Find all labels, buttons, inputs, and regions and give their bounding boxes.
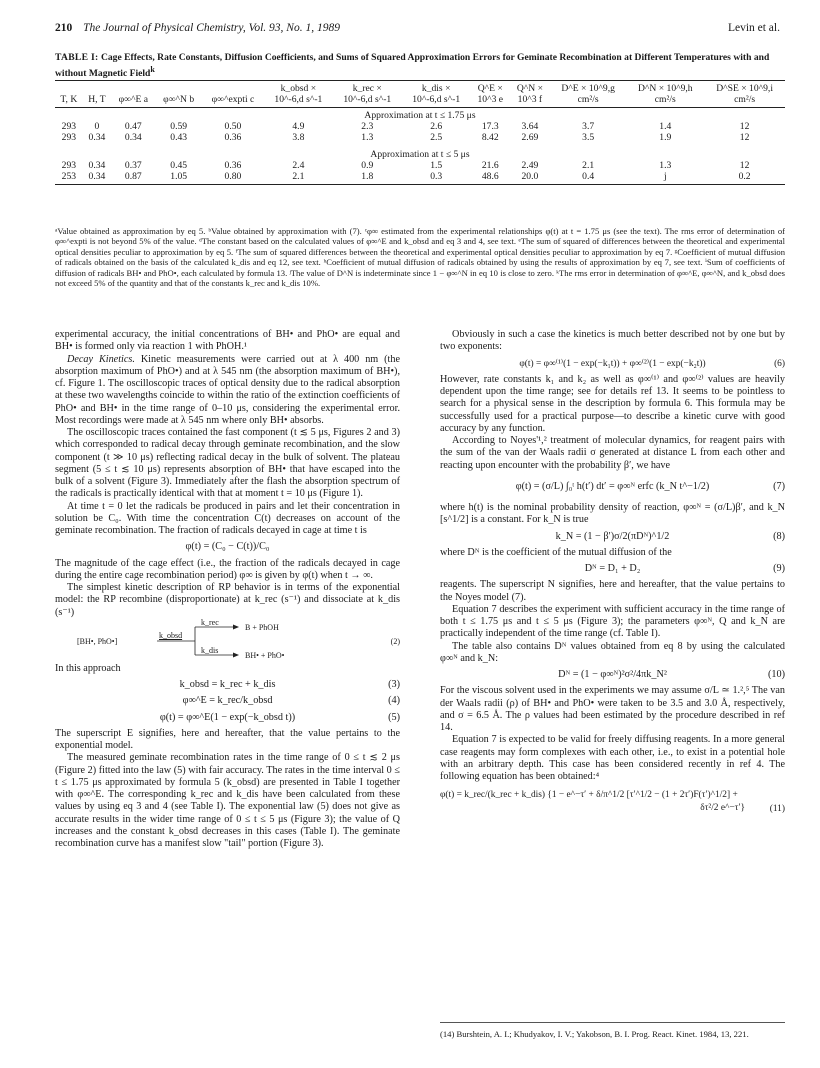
cell: 2.1 [264,171,333,185]
cell: 293 [61,121,77,132]
th: 10^-6,d s^-1 [264,94,333,108]
cell: 0.50 [224,121,242,132]
paragraph: where Dᴺ is the coefficient of the mutual diffusion of the [440,546,672,558]
th [111,81,155,95]
paragraph: The table also contains Dᴺ values obtained from eq 8 by using the calculated φ∞ᴺ and k_N: [440,640,785,664]
cell: 2.6 [430,121,443,132]
table-footnotes: ᵃValue obtained as approximation by eq 5. ᵇValue obtained by approximation with (7). ᶜφ∞ estimated from the experimental relationships φ(t) at t = 1.75 μs (see the text). The rms error of determination of φ∞^expti is not beyond 5% of the value. ᵈThe constant based on the calculated values of φ∞^E and k_obsd and eq 3 and 4, see text. ᵉThe sum of squared of differences between the theoretical and experimental optical densities peculiar to approximation by eq 5. ᶠThe sum of squared differences between the theoretical and experimental optical densities peculiar to approximation by eq 7. ᵍCoefficient of mutual diffusion of radicals obtained on the basis of the calculated k_dis and eq 12, see text. ʰCoefficient of mutual diffusion of radicals obtained by using the results of approximation by eq 7, see text. ⁱSum of coefficients of diffusion of radicals BH• and PhO•, each calculated by formula 13. ʲThe value of D^N is indeterminate since 1 − φ∞^N in eq 10 is close to zero. ᵏThe rms error in determination of φ∞^E, φ∞^N, and k_obsd does not exceed 5% of the quantity and that of the constants k_rec and k_dis 10%. [55,226,785,289]
cell: 0.3 [402,171,471,185]
th [83,81,111,95]
cell: 3.8 [292,132,305,143]
table-caption-text: Cage Effects, Rate Constants, Diffusion Coefficients, and Sums of Squared Approximation Errors for Geminate Recombination at Different Temperatures with and without Magnetic Field [55,52,770,80]
cell: 3.64 [521,121,539,132]
th: cm²/s [550,94,626,108]
cell: 1.3 [361,132,374,143]
cell: 1.5 [430,160,443,171]
cell: 1.9 [659,132,672,143]
cell: 0.47 [124,121,142,132]
equation-line-1: φ(t) = k_rec/(k_rec + k_dis) {1 − e^−τ′ + δ/π^1/2 [τ′^1/2 − (1 + 2τ′)F(τ′)^1/2] + [440,790,738,801]
th: cm²/s [704,94,785,108]
equation-text: φ∞^E = k_rec/k_obsd [182,695,273,707]
table-caption-note: k [150,65,155,74]
left-column [55,329,400,850]
equation-text: φ(t) = (σ/L) ∫₀ᵗ h(t′) dt′ = φ∞ᴺ erfc (k_N t^−1/2) [515,480,710,492]
cell: 2.49 [521,160,539,171]
paragraph: experimental accuracy, the initial concentrations of BH• and PhO• are equal and BH• is formed only via reaction 1 with PhOH.¹ [55,329,400,353]
paragraph: For the viscous solvent used in the experiments we may assume σ/L ≃ 1.²,⁵ The van der Waals radii (ρ) of BH• and PhO• were taken to be 3.5 and 3.0 Å, respectively, and σ = 6.5 Å. The ρ values had been estimated by the procedure described in ref 14. [440,685,785,733]
th: cm²/s [626,94,704,108]
cell: 0.34 [88,160,106,171]
cell: 2.4 [292,160,305,171]
equation-text: k_N = (1 − β′)σ/2(πDᴺ)^1/2 [555,530,670,542]
cell: 0.9 [361,160,374,171]
th [55,81,83,95]
table-row [55,132,785,143]
table-header-row-top [55,81,785,95]
scheme-k-obsd: k_obsd [159,630,183,640]
cell: 12 [739,160,750,171]
cell: 48.6 [471,171,510,185]
equation-text: φ(t) = (C₀ − C(t))/C₀ [185,541,270,553]
th: D^N × 10^9,h [626,81,704,95]
cell: 0.80 [202,171,264,185]
th: k_rec × [333,81,402,95]
equation-8 [440,531,785,543]
table-row [55,160,785,171]
paragraph: In this approach [55,662,121,674]
th: D^SE × 10^9,i [704,81,785,95]
cell: 0.4 [550,171,626,185]
cell: 3.7 [582,121,595,132]
paragraph: However, rate constants k₁ and k₂ as well as φ∞⁽¹⁾ and φ∞⁽²⁾ values are heavily dependent upon the time range; see for details ref 13. It seems to be pointless to search for a physical sense in the description by formula 6. This formula may be successfully used for a practical purpose—to describe a kinetic curve with good accuracy by any function. [440,373,785,434]
paragraph: Obviously in such a case the kinetics is much better described not by one but by two exponents: [440,329,785,353]
th: φ∞^expti c [202,94,264,108]
th: 10^3 e [471,94,510,108]
section-label: Approximation at t ≤ 1.75 μs [364,110,476,121]
reference-14: (14) Burshtein, A. I.; Khudyakov, I. V.; Yakobson, B. I. Prog. React. Kinet. 1984, 13, 221. [440,1022,785,1039]
cell: 21.6 [481,160,499,171]
equation-3 [55,679,400,691]
running-header [55,22,780,38]
paragraph: Equation 7 is expected to be valid for freely diffusing reagents. In a more general case reagents may form complexes with each other, i.e., to exist in a potential hole with an arbitrary depth. This case has been considered recently in ref 4. The following equation has been obtained:⁴ [440,734,785,782]
equation-number: (8) [773,530,785,542]
equation-line-2: δτ²/2 e^−τ′} [700,802,745,813]
cell: 0.59 [170,121,188,132]
th: Q^E × [471,81,510,95]
cell: 293 [61,132,77,143]
cell: 0.87 [111,171,155,185]
cell: j [626,171,704,185]
section-title: Decay Kinetics. [67,353,135,365]
table-section-2 [55,143,785,160]
cell: 0.37 [124,160,142,171]
equation-text: φ(t) = φ∞⁽¹⁾(1 − exp(−k₁t)) + φ∞⁽²⁾(1 − exp(−k₂t)) [519,358,706,369]
cell: 12 [739,132,750,143]
cell: 2.69 [521,132,539,143]
table-header-row-bottom [55,94,785,108]
paragraph-decay-kinetics [55,354,400,428]
cell: 0 [94,121,100,132]
cell: 253 [55,171,83,185]
equation-text: Dᴺ = (1 − φ∞ᴺ)²σ²/4πk_N² [558,669,667,680]
equation-text: φ(t) = φ∞^E(1 − exp(−k_obsd t)) [159,711,296,723]
scheme-number: (2) [390,636,400,646]
equation-number: (9) [773,563,785,574]
section-label: Approximation at t ≤ 5 μs [370,149,470,160]
cell: 0.34 [124,132,142,143]
th: D^E × 10^9,g [550,81,626,95]
cell: 12 [739,121,750,132]
cell: 2.1 [582,160,595,171]
table-caption [55,52,785,80]
cell: 2.3 [361,121,374,132]
equation-4 [55,695,400,707]
cell: 20.0 [510,171,550,185]
equation-number: (10) [768,669,785,680]
scheme-product-bottom: BH• + PhO• [245,650,285,660]
scheme-reactant: [BH•, PhO•] [77,636,118,646]
journal-title: The Journal of Physical Chemistry, Vol. 93, No. 1, 1989 [83,22,340,34]
authors: Levin et al. [727,22,780,34]
paragraph: Equation 7 describes the experiment with sufficient accuracy in the time range of both t ≤ 1.75 μs and t ≤ 5 μs (Figure 3); the parameters φ∞ᴺ, Q and k_N are practically independent of the time range (cf. Table I). [440,603,785,640]
paragraph: According to Noyes'¹,² treatment of molecular dynamics, for reagent pairs with the sum of the van der Waals radii σ generated at distance L from each other and reacting upon encounter with the probability β′, we have [440,435,785,471]
cell: 1.05 [155,171,201,185]
equation-10 [440,669,785,681]
equation-number: (6) [774,358,785,369]
scheme-product-top: B + PhOH [245,622,279,632]
equation-number: (5) [388,711,400,723]
equation-text: Dᴺ = D₁ + D₂ [584,563,641,574]
paragraph: The oscilloscopic traces contained the fast component (t ≲ 5 μs, Figures 2 and 3) which corresponded to radical decay through geminate recombination, and the slow component (t ≫ 10 μs) reflecting radical decay in the bulk of solvent. The plateau segment (5 ≤ t ≲ 10 μs) represents absorption of BH• that have escaped into the bulk of a solvent (Figure 3). Immediately after the flash the absorption spectrum of the radicals is practically identical with that at moment t = 10 μs (Figure 1). [55,427,400,500]
equation-6 [440,358,785,370]
paragraph: The superscript E signifies, here and hereafter, that the value pertains to the exponential model. [55,727,400,751]
cell: 8.42 [481,132,499,143]
table-row [55,171,785,185]
th: H, T [83,94,111,108]
results-table [55,80,785,185]
th [155,81,201,95]
paragraph: At time t = 0 let the radicals be produced in pairs and let their concentration in solution be C₀. With time the concentration C(t) decreases on account of the geminate recombination. The fraction of radicals decayed in cage at time t is [55,500,400,536]
cell: 293 [61,160,77,171]
equation-number: (4) [388,695,400,707]
th: k_dis × [402,81,471,95]
th: T, K [55,94,83,108]
table-row [55,121,785,132]
paragraph: The measured geminate recombination rates in the time range of 0 ≤ t ≲ 2 μs (Figure 2) fitted into the law (5) with fair accuracy. The rates in the time interval 0 ≤ t ≤ 1.75 μs approximated by formula 5 (k_obsd) are presented in Table I together with φ∞^E. The corresponding k_rec and k_dis have been calculated from these values by using eq 3 and 4 (see Table I). The exponential law (5) does not give as accurate results in the wider time range of 0 ≤ t ≤ 5 μs (Figure 3); the value of Q increases and the constant k_obsd decreases in this cases (Table I). The geminate recombination curve has a manifest slow "tail" portion (Figure 3). [55,752,400,849]
scheme-k-rec: k_rec [201,617,219,627]
th: φ∞^E a [111,94,155,108]
cell: 0.2 [704,171,785,185]
paragraph: The simplest kinetic description of RP behavior is in terms of the exponential model: the RP recombine (disproportionate) at k_rec (s⁻¹) and dissociate at k_dis (s⁻¹) [55,582,400,618]
cell: 0.34 [83,171,111,185]
table-label: TABLE I: [55,52,99,63]
th: Q^N × [510,81,550,95]
equation-5 [55,712,400,724]
equation-number: (11) [769,804,785,815]
paragraph: The magnitude of the cage effect (i.e., the fraction of the radicals decayed in cage during the entire cage recombination period) φ∞ is given by φ(t) when t → ∞. [55,557,400,581]
cell: 2.5 [430,132,443,143]
cell: 1.4 [659,121,672,132]
equation-7 [440,481,785,493]
cell: 0.43 [170,132,188,143]
equation-11 [440,789,785,814]
equation-9 [440,563,785,575]
cell: 1.8 [333,171,402,185]
th: 10^3 f [510,94,550,108]
cell: 0.36 [224,132,242,143]
cell: 17.3 [481,121,499,132]
cell: 4.9 [292,121,305,132]
cell: 3.5 [582,132,595,143]
th [202,81,264,95]
paragraph-text: Kinetic measurements were carried out at λ 400 nm (the absorption maximum of PhO•) and at λ 545 nm (the absorption maximum of BH•), cf. Figure 1. The oscilloscopic traces of optical density due to the radical absorption at these two wavelengths coincide to within the ratio of the extinction coefficients of PhO• and BH• in the time range of 0–10 μs, considering the experimental error. Most recordings were made at λ 545 nm where only BH• absorbs. [55,353,400,426]
scheme-k-dis: k_dis [201,645,219,655]
th: k_obsd × [264,81,333,95]
equation-number: (7) [773,480,785,492]
th: 10^-6,d s^-1 [333,94,402,108]
cell: 0.34 [88,132,106,143]
equation-number: (3) [388,679,400,690]
cell: 0.45 [170,160,188,171]
cell: 1.3 [659,160,672,171]
page-number: 210 [55,22,73,34]
paragraph: reagents. The superscript N signifies, here and hereafter, that the value pertains to the Noyes model (7). [440,579,785,603]
th: φ∞^N b [155,94,201,108]
cell: 0.36 [224,160,242,171]
paragraph: where h(t) is the nominal probability density of reaction, φ∞ᴺ = (σ/L)β′, and k_N [s^1/2] is a constant. For k_N is true [440,502,785,526]
equation [55,541,400,553]
reaction-scheme [55,617,400,661]
right-column [440,329,785,818]
equation-text: k_obsd = k_rec + k_dis [179,679,276,690]
th: 10^-6,d s^-1 [402,94,471,108]
table-section-1 [55,108,785,122]
